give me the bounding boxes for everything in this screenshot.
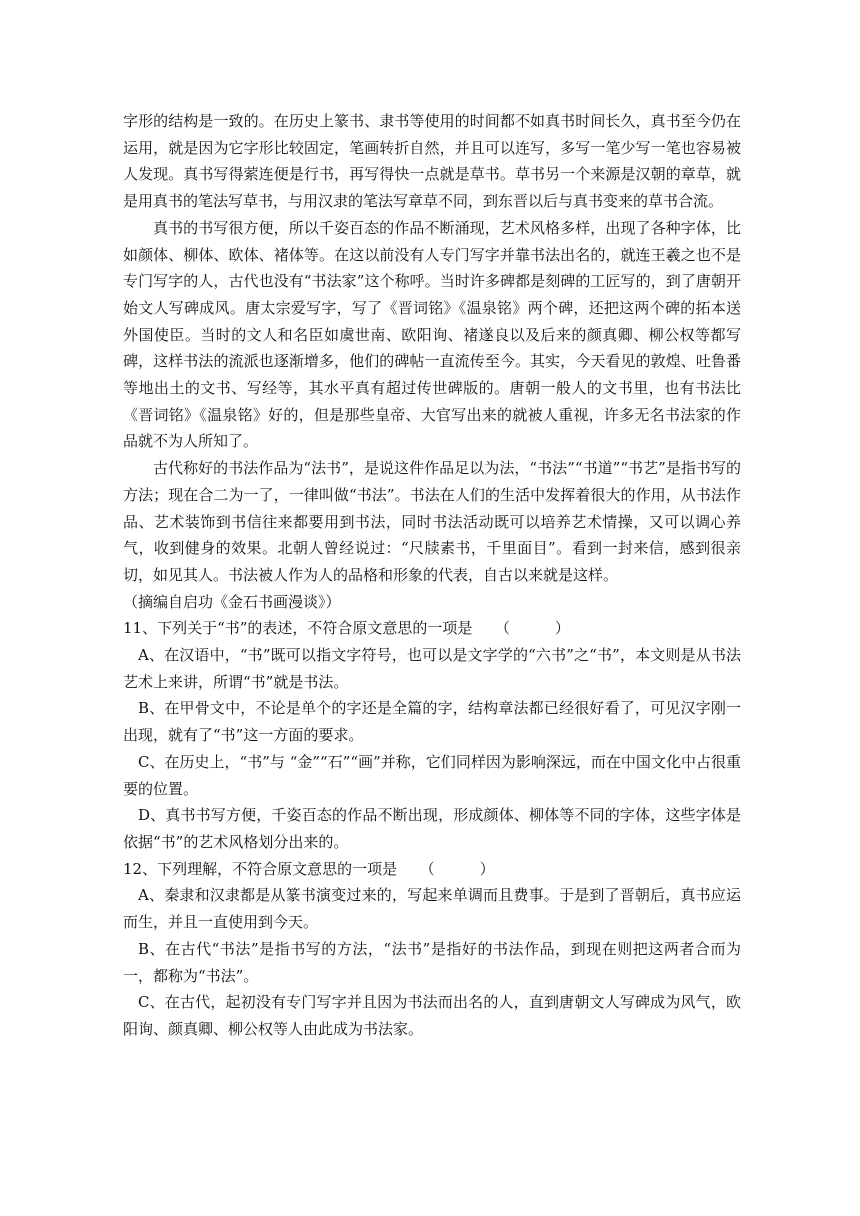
question-11-option-c: C、在历史上，“书”与 “金”“石”“画”并称，它们同样因为影响深远，而在中国文化中占很重要的位置。 [123,752,741,798]
paragraph-zhenshu: 真书的书写很方便，所以千姿百态的作品不断涌现，艺术风格多样，出现了各种字体，比如颜体、柳体、欧体、褚体等。在这以前没有人专门写字并靠书法出名的，就连王羲之也不是专门写字的人，古代也没有“书法家”这个称呼。当时许多碑都是刻碑的工匠写的，到了唐朝开始文人写碑成风。唐太宗爱写字，写了《晋词铭》《温泉铭》两个碑，还把这两个碑的拓本送外国使臣。当时的文人和名臣如虞世南、欧阳询、褚遂良以及后来的颜真卿、柳公权等都写碑，这样书法的流派也逐渐增多，他们的碑帖一直流传至今。其实，今天看见的敦煌、吐鲁番等地出土的文书、写经等，其水平真有超过传世碑版的。唐朝一般人的文书里，也有书法比《晋词铭》《温泉铭》好的，但是那些皇帝、大官写出来的就被人重视，许多无名书法家的作品就不为人所知了。 [123,218,741,451]
question-11-option-b: B、在甲骨文中，不论是单个的字还是全篇的字，结构章法都已经很好看了，可见汉字刚一出现，就有了“书”这一方面的要求。 [123,699,741,745]
paragraph-continuation: 字形的结构是一致的。在历史上篆书、隶书等使用的时间都不如真书时间长久，真书至今仍在运用，就是因为它字形比较固定，笔画转折自然，并且可以连写，多写一笔少写一笔也容易被人发现。真书写得萦连便是行书，再写得快一点就是草书。草书另一个来源是汉朝的章草，就是用真书的笔法写草书，与用汉隶的笔法写章草不同，到东晋以后与真书变来的草书合流。 [123,112,741,211]
document-page [123,108,741,1043]
question-11-option-a: A、在汉语中，“书”既可以指文字符号，也可以是文字学的“六书”之“书”，本文则是从书法艺术上来讲，所谓“书”就是书法。 [123,646,741,691]
paragraph-fashu: 古代称好的书法作品为“法书”，是说这件作品足以为法，“书法”“书道”“书艺”是指书写的方法；现在合二为一了，一律叫做“书法”。书法在人们的生活中发挥着很大的作用，从书法作品、艺术装饰到书信往来都要用到书法，同时书法活动既可以培养艺术情操，又可以调心养气，收到健身的效果。北朝人曾经说过：“尺牍素书，千里面目”。看到一封来信，感到很亲切，如见其人。书法被人作为人的品格和形象的代表，自古以来就是这样。 [123,459,741,584]
question-11-option-d: D、真书书写方便，千姿百态的作品不断出现，形成颜体、柳体等不同的字体，这些字体是依据“书”的艺术风格划分出来的。 [123,806,741,851]
question-11-stem: 11、下列关于“书”的表述，不符合原文意思的一项是 （ ） [123,619,570,638]
question-12-stem: 12、下列理解，不符合原文意思的一项是 （ ） [123,859,495,878]
question-12-option-c: C、在古代，起初没有专门写字并且因为书法而出名的人，直到唐朝文人写碑成为风气，欧阳询、颜真卿、柳公权等人由此成为书法家。 [123,993,741,1038]
question-12-option-b: B、在古代“书法”是指书写的方法，“法书”是指好的书法作品，到现在则把这两者合而为一，都称为“书法”。 [123,939,741,985]
question-12-option-a: A、秦隶和汉隶都是从篆书演变过来的，写起来单调而且费事。于是到了晋朝后，真书应运而生，并且一直使用到今天。 [123,886,741,932]
source-citation: （摘编自启功《金石书画漫谈》） [123,592,341,611]
